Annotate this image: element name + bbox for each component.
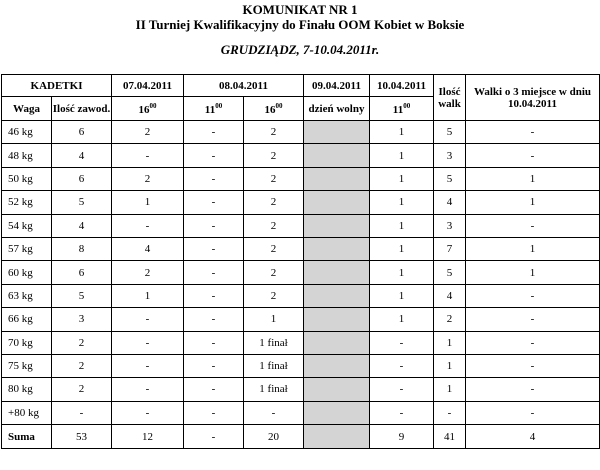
time-d4 <box>370 97 434 121</box>
cell-d1: 2 <box>112 121 184 144</box>
cell-d4: 1 <box>370 237 434 260</box>
sum-d2b: 20 <box>244 425 304 449</box>
cell-w3: - <box>466 121 600 144</box>
col-waga: Waga <box>2 97 52 121</box>
group-label: KADETKI <box>2 75 112 97</box>
cell-d2a: - <box>184 401 244 424</box>
time-d1 <box>112 97 184 121</box>
cell-walk: 1 <box>434 354 466 377</box>
schedule-table <box>1 74 600 449</box>
col-walki-3-miejsce: Walki o 3 miejsce w dniu 10.04.2011 <box>466 75 600 121</box>
cell-d2b: 2 <box>244 237 304 260</box>
cell-d2a: - <box>184 191 244 214</box>
cell-d4: 1 <box>370 261 434 284</box>
cell-d4: - <box>370 354 434 377</box>
cell-walk: 4 <box>434 191 466 214</box>
cell-d4: - <box>370 378 434 401</box>
cell-d2b: 2 <box>244 191 304 214</box>
time-minutes: 00 <box>275 101 283 110</box>
cell-zaw: 2 <box>52 354 112 377</box>
cell-d1: 2 <box>112 261 184 284</box>
cell-waga: 52 kg <box>2 191 52 214</box>
cell-walk: 1 <box>434 378 466 401</box>
cell-w3: - <box>466 331 600 354</box>
cell-walk: 5 <box>434 121 466 144</box>
cell-zaw: 6 <box>52 121 112 144</box>
cell-d1: 1 <box>112 191 184 214</box>
cell-waga: 48 kg <box>2 144 52 167</box>
time-minutes: 00 <box>403 101 411 110</box>
cell-zaw: 5 <box>52 191 112 214</box>
rest-day-cell <box>304 121 370 144</box>
cell-w3: - <box>466 308 600 331</box>
rest-day-cell <box>304 191 370 214</box>
table-row <box>2 354 600 377</box>
cell-walk: 3 <box>434 144 466 167</box>
table-row <box>2 191 600 214</box>
cell-walk: 4 <box>434 284 466 307</box>
cell-d1: 4 <box>112 237 184 260</box>
cell-d2b: - <box>244 401 304 424</box>
cell-w3: - <box>466 284 600 307</box>
table-row <box>2 144 600 167</box>
cell-d4: 1 <box>370 308 434 331</box>
rest-day-cell <box>304 308 370 331</box>
cell-w3: 1 <box>466 191 600 214</box>
cell-d1: - <box>112 354 184 377</box>
cell-zaw: 2 <box>52 331 112 354</box>
cell-d4: 1 <box>370 191 434 214</box>
cell-d2b: 2 <box>244 121 304 144</box>
cell-d2a: - <box>184 331 244 354</box>
cell-waga: 63 kg <box>2 284 52 307</box>
cell-d1: - <box>112 401 184 424</box>
cell-d1: 2 <box>112 167 184 190</box>
document-subtitle: II Turniej Kwalifikacyjny do Finału OOM Kobiet w Boksie <box>135 17 465 32</box>
cell-d1: - <box>112 214 184 237</box>
cell-d2a: - <box>184 237 244 260</box>
rest-day-cell <box>304 354 370 377</box>
cell-w3: 1 <box>466 237 600 260</box>
time-minutes: 00 <box>215 101 223 110</box>
table-row <box>2 308 600 331</box>
sum-walk: 41 <box>434 425 466 449</box>
table-row <box>2 121 600 144</box>
col-ilosc-zawod: Ilość zawod. <box>52 97 112 121</box>
time-hour: 16 <box>138 103 150 116</box>
cell-d4: - <box>370 401 434 424</box>
rest-day-cell <box>304 214 370 237</box>
table-row <box>2 237 600 260</box>
cell-d4: 1 <box>370 144 434 167</box>
cell-waga: 46 kg <box>2 121 52 144</box>
cell-d4: - <box>370 331 434 354</box>
cell-walk: 5 <box>434 261 466 284</box>
table-row <box>2 331 600 354</box>
cell-waga: +80 kg <box>2 401 52 424</box>
rest-day-label: dzień wolny <box>304 97 370 121</box>
cell-waga: 75 kg <box>2 354 52 377</box>
cell-d1: - <box>112 378 184 401</box>
sum-d1: 12 <box>112 425 184 449</box>
cell-w3: 1 <box>466 261 600 284</box>
rest-day-cell <box>304 167 370 190</box>
cell-d2a: - <box>184 121 244 144</box>
cell-d2a: - <box>184 284 244 307</box>
table-row <box>2 401 600 424</box>
cell-walk: - <box>434 401 466 424</box>
cell-d2b: 2 <box>244 261 304 284</box>
cell-d2b: 2 <box>244 144 304 167</box>
sum-row <box>2 425 600 449</box>
place-date: GRUDZIĄDZ, 7-10.04.2011r. <box>220 42 380 57</box>
cell-zaw: 3 <box>52 308 112 331</box>
cell-d2b: 2 <box>244 167 304 190</box>
col-ilosc-walk: Ilość walk <box>434 75 466 121</box>
cell-d2b: 2 <box>244 284 304 307</box>
cell-d2b: 1 <box>244 308 304 331</box>
cell-d1: - <box>112 331 184 354</box>
cell-zaw: 6 <box>52 167 112 190</box>
rest-day-cell <box>304 144 370 167</box>
cell-d2a: - <box>184 308 244 331</box>
cell-waga: 50 kg <box>2 167 52 190</box>
table-row <box>2 214 600 237</box>
cell-d2a: - <box>184 354 244 377</box>
time-d2b <box>244 97 304 121</box>
rest-day-cell <box>304 261 370 284</box>
cell-walk: 3 <box>434 214 466 237</box>
cell-zaw: 4 <box>52 214 112 237</box>
cell-zaw: 5 <box>52 284 112 307</box>
cell-zaw: 6 <box>52 261 112 284</box>
cell-d2b: 1 finał <box>244 331 304 354</box>
sum-d2a: - <box>184 425 244 449</box>
cell-zaw: 8 <box>52 237 112 260</box>
cell-d2a: - <box>184 167 244 190</box>
time-hour: 16 <box>264 103 276 116</box>
cell-waga: 57 kg <box>2 237 52 260</box>
cell-d1: - <box>112 308 184 331</box>
cell-zaw: - <box>52 401 112 424</box>
cell-waga: 60 kg <box>2 261 52 284</box>
rest-day-cell <box>304 378 370 401</box>
sum-w3: 4 <box>466 425 600 449</box>
cell-d2a: - <box>184 144 244 167</box>
table-row <box>2 378 600 401</box>
table-row <box>2 167 600 190</box>
rest-day-cell <box>304 284 370 307</box>
document-title: KOMUNIKAT NR 1 <box>242 2 358 17</box>
time-hour: 11 <box>204 103 216 116</box>
cell-waga: 66 kg <box>2 308 52 331</box>
cell-waga: 54 kg <box>2 214 52 237</box>
cell-d1: - <box>112 144 184 167</box>
rest-day-cell <box>304 331 370 354</box>
cell-d4: 1 <box>370 121 434 144</box>
cell-w3: - <box>466 214 600 237</box>
table-row <box>2 284 600 307</box>
date-col-2: 08.04.2011 <box>184 75 304 97</box>
sum-waga: Suma <box>2 425 52 449</box>
cell-d2a: - <box>184 214 244 237</box>
cell-d2b: 1 finał <box>244 354 304 377</box>
cell-walk: 5 <box>434 167 466 190</box>
cell-w3: - <box>466 401 600 424</box>
cell-w3: - <box>466 144 600 167</box>
cell-walk: 1 <box>434 331 466 354</box>
cell-d2a: - <box>184 378 244 401</box>
time-hour: 11 <box>392 103 404 116</box>
cell-walk: 2 <box>434 308 466 331</box>
date-col-1: 07.04.2011 <box>112 75 184 97</box>
sum-zaw: 53 <box>52 425 112 449</box>
time-minutes: 00 <box>149 101 157 110</box>
date-col-4: 10.04.2011 <box>370 75 434 97</box>
date-col-3: 09.04.2011 <box>304 75 370 97</box>
rest-day-cell <box>304 401 370 424</box>
cell-d4: 1 <box>370 214 434 237</box>
rest-day-cell <box>304 237 370 260</box>
cell-waga: 80 kg <box>2 378 52 401</box>
cell-w3: 1 <box>466 167 600 190</box>
time-d2a <box>184 97 244 121</box>
rest-day-cell <box>304 425 370 449</box>
cell-d2a: - <box>184 261 244 284</box>
cell-w3: - <box>466 378 600 401</box>
cell-d1: 1 <box>112 284 184 307</box>
sum-d4: 9 <box>370 425 434 449</box>
cell-walk: 7 <box>434 237 466 260</box>
cell-d4: 1 <box>370 284 434 307</box>
cell-d2b: 1 finał <box>244 378 304 401</box>
cell-zaw: 2 <box>52 378 112 401</box>
cell-zaw: 4 <box>52 144 112 167</box>
table-row <box>2 261 600 284</box>
cell-waga: 70 kg <box>2 331 52 354</box>
cell-w3: - <box>466 354 600 377</box>
cell-d2b: 2 <box>244 214 304 237</box>
cell-d4: 1 <box>370 167 434 190</box>
